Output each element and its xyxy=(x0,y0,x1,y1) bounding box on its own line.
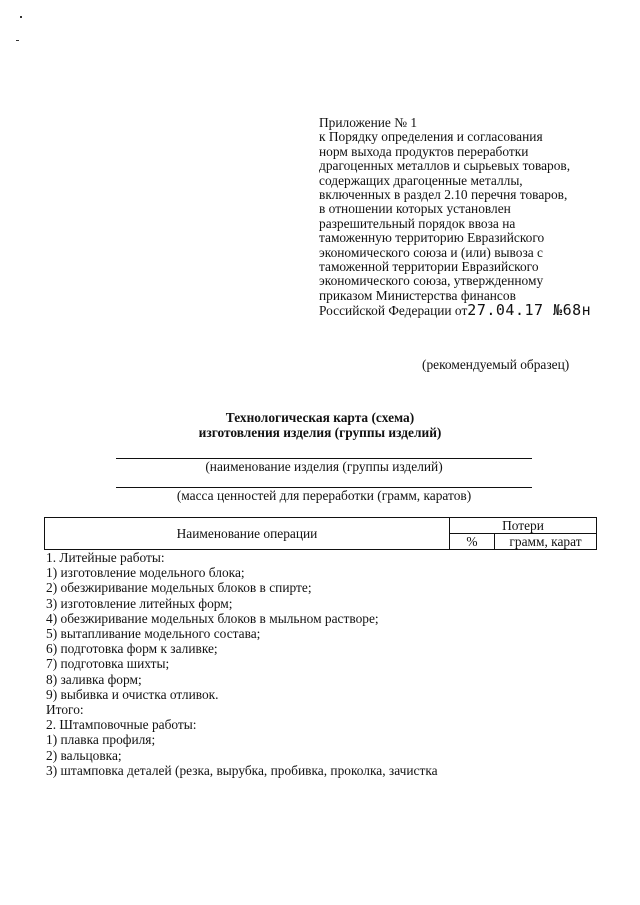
appendix-line: приказом Министерства финансов xyxy=(319,287,516,303)
grams-carats-header: грамм, карат xyxy=(495,534,597,550)
document-title-line-2: изготовления изделия (группы изделий) xyxy=(198,425,442,440)
mass-caption: (масса ценностей для переработки (грамм, каратов) xyxy=(176,488,472,503)
scan-speck xyxy=(16,40,19,41)
appendix-line: экономического союза и (или) вывоза с xyxy=(319,244,543,260)
operation-item: 2) обезжиривание модельных блоков в спирте; xyxy=(46,580,312,596)
appendix-line: экономического союза, утвержденному xyxy=(319,273,544,289)
operation-item: 5) вытапливание модельного состава; xyxy=(46,626,261,642)
appendix-line: таможенную территорию Евразийского xyxy=(319,230,545,246)
appendix-line: к Порядку определения и согласования xyxy=(319,129,543,145)
document-title xyxy=(150,410,490,440)
appendix-block xyxy=(319,116,619,319)
operation-item: 1) плавка профиля; xyxy=(46,732,156,748)
order-prefix: Российской Федерации от xyxy=(319,303,468,319)
operation-name-header: Наименование операции xyxy=(45,518,450,550)
appendix-line: драгоценных металлов и сырьевых товаров, xyxy=(319,158,571,174)
operation-item: 4) обезжиривание модельных блоков в мыльном растворе; xyxy=(46,610,379,626)
operation-item: 6) подготовка форм к заливке; xyxy=(46,641,218,657)
percent-header: % xyxy=(450,534,495,550)
recommended-sample-note: (рекомендуемый образец) xyxy=(422,357,570,372)
section-heading-stamping: 2. Штамповочные работы: xyxy=(46,717,197,733)
appendix-line: включенных в раздел 2.10 перечня товаров, xyxy=(319,187,568,203)
appendix-title: Приложение № 1 xyxy=(319,115,418,130)
operation-item: 1) изготовление модельного блока; xyxy=(46,565,245,581)
operation-item: 3) штамповка деталей (резка, вырубка, пробивка, проколка, зачистка xyxy=(46,762,438,778)
appendix-line: разрешительный порядок ввоза на xyxy=(319,215,516,231)
section-heading-casting: 1. Литейные работы: xyxy=(46,550,165,565)
losses-header: Потери xyxy=(450,518,597,534)
operation-item: 3) изготовление литейных форм; xyxy=(46,595,233,611)
appendix-line: в отношении которых установлен xyxy=(319,201,511,217)
operation-item: 8) заливка форм; xyxy=(46,671,142,687)
operations-list xyxy=(46,550,438,778)
operations-table xyxy=(44,517,597,550)
scan-speck xyxy=(20,16,22,18)
operation-item: 2) вальцовка; xyxy=(46,747,122,763)
product-name-caption: (наименование изделия (группы изделий) xyxy=(205,459,443,474)
operation-item: 7) подготовка шихты; xyxy=(46,656,170,672)
document-title-line-1: Технологическая карта (схема) xyxy=(225,410,415,425)
order-handwritten-date-number: 27.04.17 №68н xyxy=(467,301,592,320)
operation-item: 9) выбивка и очистка отливок. xyxy=(46,686,219,702)
appendix-line: содержащих драгоценные металлы, xyxy=(319,172,523,188)
order-line xyxy=(319,303,619,318)
total-label: Итого: xyxy=(46,702,84,718)
appendix-line: норм выхода продуктов переработки xyxy=(319,143,529,159)
appendix-line: таможенной территории Евразийского xyxy=(319,259,539,275)
